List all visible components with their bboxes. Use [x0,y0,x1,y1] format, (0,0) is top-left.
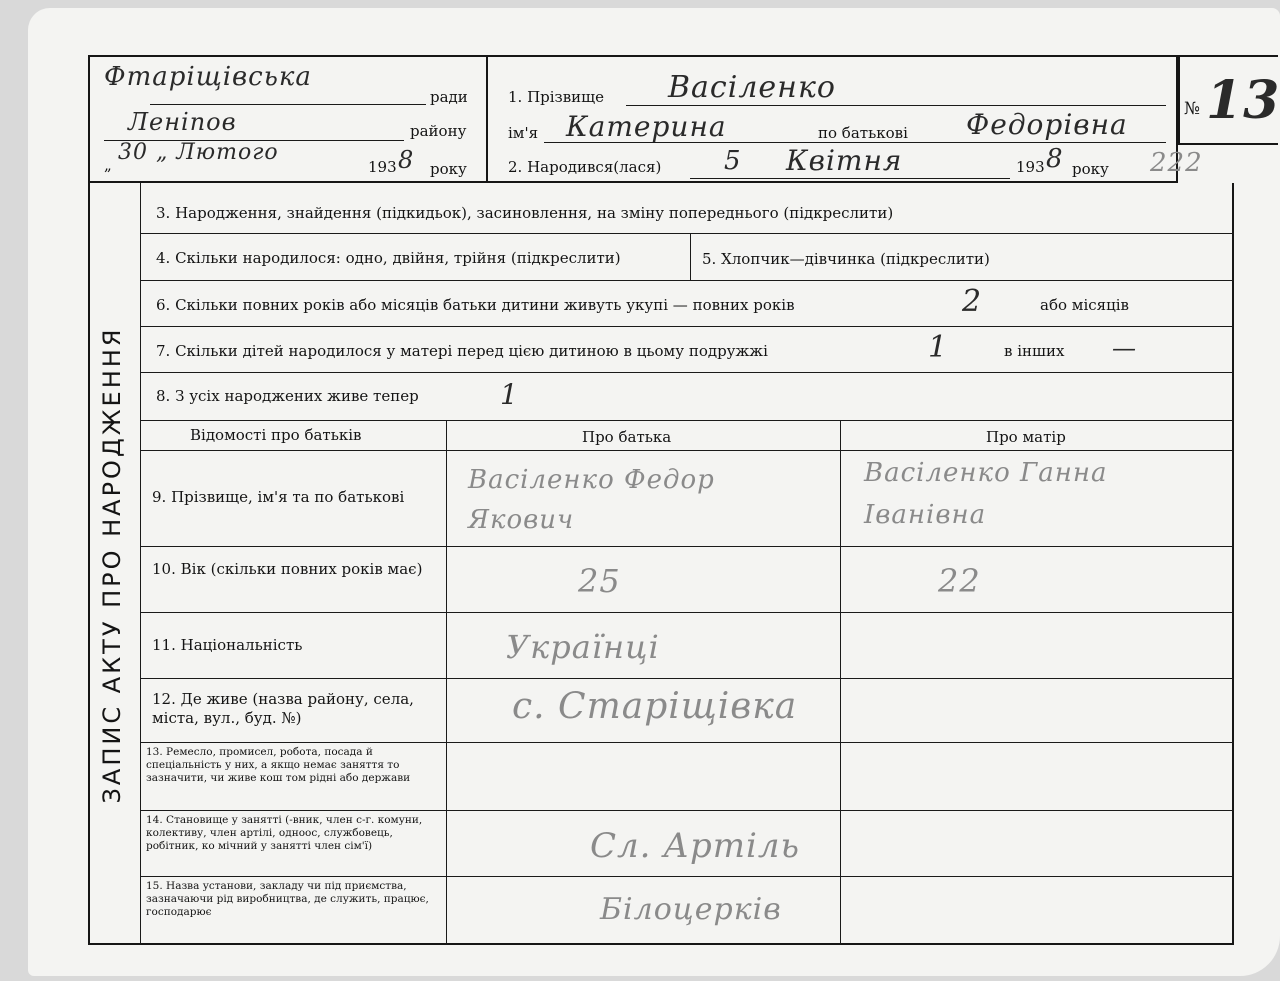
row-12-label: 12. Де живе (назва району, села, міста, вул., буд. №) [152,690,414,727]
hw-workplace: Білоцерків [600,892,782,927]
row-4: 4. Скільки народилося: одно, двійня, трійня (підкреслити) [156,249,621,267]
rada-label: ради [430,88,468,106]
hw-number: 13 [1206,70,1280,131]
hw-father-age: 25 [578,562,621,600]
date-suffix: року [430,160,467,178]
row-10-label: 10. Вік (скільки повних років має) [152,560,423,578]
row-3: 3. Народження, знайдення (підкидьок), засиновлення, на зміну попереднього (підкреслити) [156,204,894,222]
hw-row-7: 1 [928,330,949,365]
hw-raion: Леніпов [128,108,237,136]
row-15-label: 15. Назва установи, закладу чи під приємства, зазначаючи рід виробництва, де служить, працює, господарює [146,880,429,918]
hw-patronymic: Федорівна [966,108,1128,141]
date-prefix: „ [104,156,112,174]
row-6-tail: або місяців [1040,296,1129,314]
hw-rada: Фтаріщівська [104,62,312,92]
hw-date: 30 „ Лютого [118,140,279,165]
birth-year-label: 193 [1016,158,1045,176]
hw-nationality: Українці [506,628,660,666]
birth-year-suffix: року [1072,160,1109,178]
col-header-mother: Про матір [986,428,1066,446]
row-7: 7. Скільки дітей народилося у матері перед цією дитиною в цьому подружжі [156,342,768,360]
row-5: 5. Хлопчик—дівчинка (підкреслити) [702,250,990,268]
hw-birth-year: 8 [1046,144,1064,174]
col-header-father: Про батька [582,428,672,446]
hw-year-digit: 8 [398,146,415,174]
hw-birth-month: Квітня [786,144,903,177]
row-9-label: 9. Прізвище, ім'я та по батькові [152,488,405,506]
hw-father-name: Васіленко Федор Якович [468,465,715,535]
row-7-tail: в інших [1004,342,1065,360]
hw-position: Сл. Артіль [590,826,801,866]
side-title: ЗАПИС АКТУ ПРО НАРОДЖЕННЯ [98,326,126,804]
hw-side-number: 222 [1150,148,1203,178]
col-header-info: Відомості про батьків [190,426,362,444]
hw-mother-age: 22 [938,562,981,600]
hw-row-6: 2 [962,284,983,319]
hw-surname: Васіленко [668,70,836,105]
surname-label: 1. Прізвище [508,88,605,106]
date-year-label: 193 [368,158,397,176]
hw-birth-day: 5 [724,146,742,176]
row-13-label: 13. Ремесло, промисел, робота, посада й спеціальність у них, а якщо немає заняття то зазначити, чи живе кош том рідні або держави [146,746,411,784]
hw-residence: с. Старіщівка [512,686,798,727]
name-label: ім'я [508,124,539,142]
born-label: 2. Народився(лася) [508,158,662,176]
row-14-label: 14. Становище у занятті (-вник, член с-г. комуни, колективу, член артілі, одноос, службовець, робітник, ко мічний у занятті член сім'ї) [146,814,423,852]
row-6: 6. Скільки повних років або місяців батьки дитини живуть укупі — повних років [156,296,795,314]
raion-label: району [410,122,467,140]
hw-row-8: 1 [500,378,519,411]
row-11-label: 11. Національність [152,636,303,654]
patronymic-label: по батькові [818,124,908,142]
number-label: № [1184,99,1201,119]
hw-mother-name: Васіленко Ганна Іванівна [864,458,1108,530]
hw-name: Катерина [566,110,727,143]
row-8: 8. З усіх народжених живе тепер [156,387,419,405]
hw-row-7-other: — [1112,334,1137,362]
